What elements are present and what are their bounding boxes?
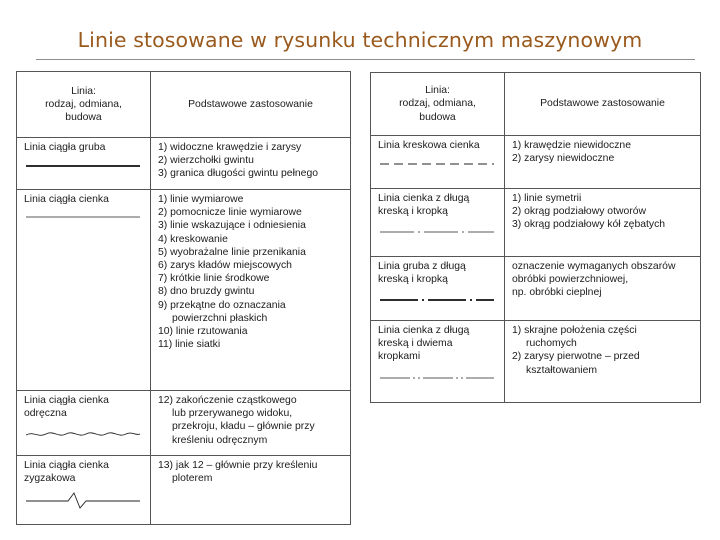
- line-type-name: kreską i dwiema: [378, 338, 453, 350]
- line-type-name: Linia cienka z długą: [378, 325, 470, 336]
- line-type-cell: [17, 456, 151, 525]
- line-type-cell: [371, 321, 505, 403]
- line-type-cell: [371, 136, 505, 189]
- application-item: ruchomych: [526, 338, 577, 350]
- line-type-name: Linia ciągła gruba: [24, 142, 106, 153]
- application-item: 2) okrąg podziałowy otworów: [512, 206, 646, 218]
- title-underline: [36, 59, 695, 60]
- dash-dot-thin-line-sample: [378, 224, 496, 238]
- application-cell: [505, 136, 701, 189]
- application-item: 13) jak 12 – głównie przy kreśleniu: [158, 460, 318, 471]
- header-application: [151, 72, 351, 138]
- header-line-type: [17, 72, 151, 138]
- application-item: 7) krótkie linie środkowe: [158, 273, 270, 285]
- table-header-row: [17, 72, 351, 138]
- line-type-name: Linia ciągła cienka: [24, 395, 109, 406]
- zigzag-line-sample: [24, 488, 142, 512]
- line-type-name: Linia kreskowa cienka: [378, 140, 480, 151]
- application-item: 1) widoczne krawędzie i zarysy: [158, 142, 302, 153]
- header-line-label: Linia:: [425, 85, 450, 97]
- table-row: [371, 189, 701, 257]
- line-types-table-left: [16, 71, 351, 525]
- line-type-cell: [371, 189, 505, 257]
- application-item: 2) zarysy niewidoczne: [512, 153, 615, 165]
- line-type-name: zygzakowa: [24, 473, 76, 485]
- line-type-cell: [17, 391, 151, 456]
- line-type-name: kreską i kropką: [378, 274, 448, 286]
- line-type-name: Linia ciągła cienka: [24, 460, 109, 471]
- page-title: Linie stosowane w rysunku technicznym maszynowym: [77, 28, 643, 52]
- line-type-name: kreską i kropką: [378, 206, 448, 218]
- header-line-label: budowa: [419, 111, 456, 123]
- table-row: [371, 136, 701, 189]
- application-item: 2) wierzchołki gwintu: [158, 155, 254, 167]
- application-item: 12) zakończenie cząstkowego: [158, 395, 297, 406]
- table-row: [17, 391, 351, 456]
- application-item: 6) zarys kładów miejscowych: [158, 260, 292, 272]
- application-item: 3) okrąg podziałowy kół zębatych: [512, 219, 666, 231]
- application-item: kreśleniu odręcznym: [172, 434, 268, 446]
- header-line-label: Linia:: [71, 85, 96, 97]
- line-type-name: Linia ciągła cienka: [24, 194, 109, 205]
- application-cell: [505, 321, 701, 403]
- application-cell: [505, 257, 701, 321]
- application-item: 2) zarysy pierwotne – przed: [512, 351, 640, 363]
- line-type-name: odręczna: [24, 408, 67, 420]
- application-item: 1) krawędzie niewidoczne: [512, 140, 631, 151]
- solid-thin-line-sample: [24, 212, 142, 226]
- application-item: oznaczenie wymaganych obszarów: [512, 261, 676, 272]
- application-item: 9) przekątne do oznaczania: [158, 299, 286, 311]
- application-item: 1) skrajne położenia części: [512, 325, 637, 336]
- table-row: [17, 190, 351, 391]
- application-item: 3) granica długości gwintu pełnego: [158, 168, 319, 180]
- application-item: 5) wyobrażalne linie przenikania: [158, 246, 306, 258]
- freehand-line-sample: [24, 426, 142, 442]
- application-item: 8) dno bruzdy gwintu: [158, 286, 255, 298]
- table-header-row: [371, 73, 701, 136]
- table-row: [17, 456, 351, 525]
- header-application-label: Podstawowe zastosowanie: [188, 98, 313, 110]
- application-item: 1) linie wymiarowe: [158, 194, 244, 205]
- application-cell: [151, 456, 351, 525]
- header-application: [505, 73, 701, 136]
- application-item: np. obróbki cieplnej: [512, 287, 602, 299]
- application-cell: [151, 391, 351, 456]
- application-item: 2) pomocnicze linie wymiarowe: [158, 207, 302, 219]
- table-row: [371, 321, 701, 403]
- line-type-cell: [17, 190, 151, 391]
- application-item: kształtowaniem: [526, 364, 598, 376]
- application-item: 3) linie wskazujące i odniesienia: [158, 220, 306, 232]
- line-type-cell: [371, 257, 505, 321]
- line-types-table-right: [370, 72, 701, 403]
- dashed-line-sample: [378, 158, 496, 172]
- application-item: 1) linie symetrii: [512, 193, 582, 204]
- solid-thick-line-sample: [24, 160, 142, 174]
- header-application-label: Podstawowe zastosowanie: [540, 98, 665, 110]
- header-line-label: rodzaj, odmiana,: [45, 98, 122, 110]
- application-item: przekroju, kładu – głównie przy: [172, 421, 315, 433]
- header-line-label: budowa: [65, 112, 102, 124]
- line-type-cell: [17, 138, 151, 190]
- dash-dot-thick-line-sample: [378, 292, 496, 306]
- application-item: lub przerywanego widoku,: [172, 408, 293, 420]
- line-type-name: Linia gruba z długą: [378, 261, 466, 272]
- line-type-name: kropkami: [378, 351, 421, 363]
- application-item: obróbki powierzchniowej,: [512, 274, 629, 286]
- header-line-label: rodzaj, odmiana,: [399, 98, 476, 110]
- table-row: [371, 257, 701, 321]
- application-item: 11) linie siatki: [158, 339, 221, 351]
- header-line-type: [371, 73, 505, 136]
- application-item: 10) linie rzutowania: [158, 326, 248, 338]
- dash-dot-dot-line-sample: [378, 370, 496, 384]
- line-type-name: Linia cienka z długą: [378, 193, 470, 204]
- application-cell: [505, 189, 701, 257]
- application-item: ploterem: [172, 473, 213, 485]
- table-row: [17, 138, 351, 190]
- application-item: powierzchni płaskich: [172, 312, 268, 324]
- application-cell: [151, 190, 351, 391]
- application-item: 4) kreskowanie: [158, 233, 228, 245]
- application-cell: [151, 138, 351, 190]
